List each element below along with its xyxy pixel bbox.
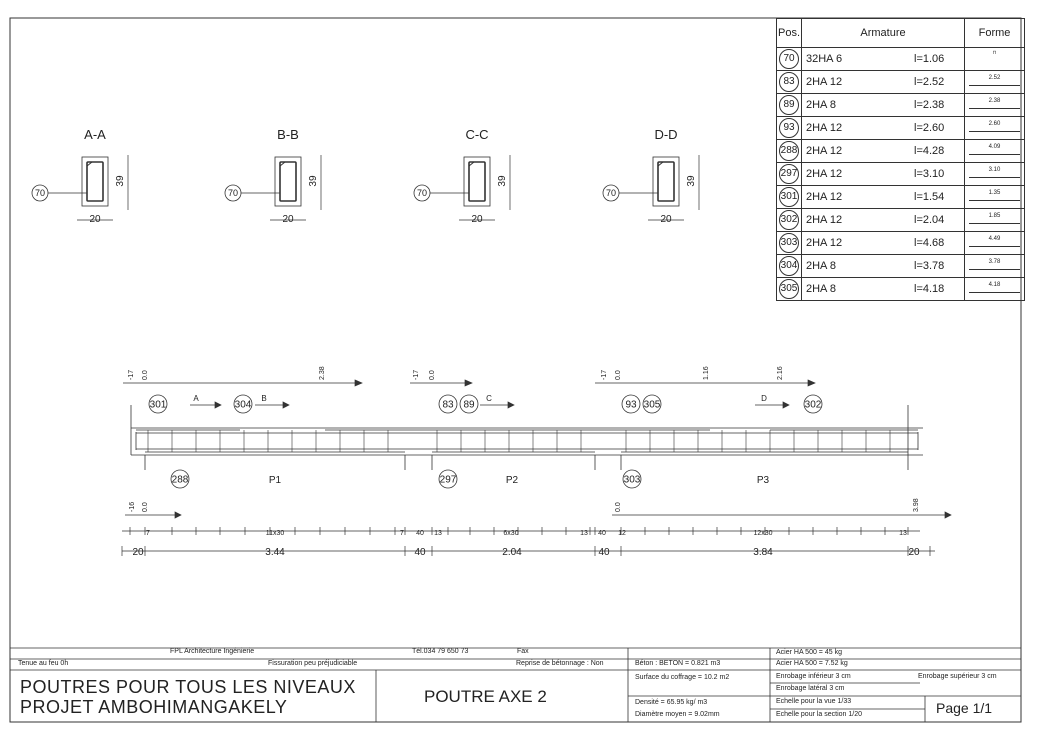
- bar-mark-label: 288: [171, 474, 189, 486]
- bar-mark-label: 304: [234, 399, 252, 411]
- drawing-title: POUTRE AXE 2: [424, 687, 547, 706]
- row-length: l=1.06: [914, 48, 965, 71]
- row-length: l=2.04: [914, 209, 965, 232]
- row-shape: [965, 140, 1025, 163]
- row-length: l=4.18: [914, 278, 965, 301]
- row-armature: 2HA 12: [802, 163, 915, 186]
- cut-label: A: [193, 394, 199, 403]
- cut-label: C: [486, 394, 492, 403]
- bar-mark-label: 301: [149, 399, 167, 411]
- row-armature: 2HA 12: [802, 71, 915, 94]
- row-pos: 301: [777, 186, 802, 209]
- cover-top: Enrobage supérieur 3 cm: [918, 673, 997, 680]
- row-length: l=3.10: [914, 163, 965, 186]
- section-title: B-B: [277, 127, 299, 142]
- row-armature: 2HA 12: [802, 140, 915, 163]
- top-dim: 2.38: [319, 366, 326, 380]
- fax: Fax: [517, 648, 529, 655]
- section-c-c: [414, 127, 510, 225]
- bottom-dim: 0.0: [615, 502, 622, 512]
- table-row: [777, 278, 1025, 301]
- stirrup-spacing: 7: [400, 530, 404, 537]
- row-armature: 32HA 6: [802, 48, 915, 71]
- table-row: [777, 117, 1025, 140]
- span-label: P2: [505, 475, 519, 486]
- bar-mark-label: 83: [442, 399, 454, 411]
- company-name: FPL Architecture Ingénierie: [170, 648, 255, 655]
- top-dim: 1.16: [703, 366, 710, 380]
- top-dim: 0.0: [429, 370, 436, 380]
- row-pos: 93: [777, 117, 802, 140]
- bar-mark-label: 303: [623, 474, 641, 486]
- section-title: C-C: [465, 127, 489, 142]
- row-shape: [965, 255, 1025, 278]
- cracking-class: Fissuration peu préjudiciable: [268, 660, 358, 667]
- row-length: l=4.28: [914, 140, 965, 163]
- stirrup-mark: 70: [605, 188, 617, 198]
- top-dim: 2.16: [777, 366, 784, 380]
- shape-length: 3.78: [988, 259, 1001, 265]
- row-shape: [965, 232, 1025, 255]
- steel-weight-2: Acier HA 500 = 7.52 kg: [776, 660, 848, 667]
- beam-elevation: [131, 405, 923, 470]
- span-dimension: 40: [414, 547, 426, 558]
- shape-length: 1.35: [988, 190, 1001, 196]
- bottom-dim: 0.0: [142, 502, 149, 512]
- row-pos: 303: [777, 232, 802, 255]
- table-row: [777, 94, 1025, 117]
- row-pos: 297: [777, 163, 802, 186]
- top-dim: 0.0: [142, 370, 149, 380]
- stirrup-spacing: 12x30: [753, 530, 773, 537]
- top-dim: -17: [128, 369, 135, 380]
- row-shape: [965, 186, 1025, 209]
- bottom-dim: -16: [129, 501, 136, 512]
- stirrup-mark: 70: [34, 188, 46, 198]
- bottom-dim: 3.98: [913, 498, 920, 512]
- shape-length: 4.49: [988, 236, 1001, 242]
- stirrup-mark: 70: [227, 188, 239, 198]
- row-length: l=3.78: [914, 255, 965, 278]
- top-dim: -17: [601, 369, 608, 380]
- row-armature: 2HA 12: [802, 117, 915, 140]
- span-dimension: 40: [598, 547, 610, 558]
- section-height: 39: [497, 175, 508, 187]
- table-row: [777, 140, 1025, 163]
- shape-length: 2.60: [988, 121, 1001, 127]
- table-row: [777, 71, 1025, 94]
- row-length: l=2.60: [914, 117, 965, 140]
- row-length: l=4.68: [914, 232, 965, 255]
- cover-side: Enrobage latéral 3 cm: [776, 685, 845, 692]
- col-header-pos: Pos.: [777, 19, 802, 48]
- section-title: A-A: [84, 127, 106, 142]
- elevation-labels: [128, 366, 920, 558]
- section-width: 20: [660, 214, 672, 225]
- section-width: 20: [89, 214, 101, 225]
- armature-table: [776, 18, 1025, 301]
- section-height: 39: [686, 175, 697, 187]
- col-header-forme: Forme: [965, 19, 1025, 48]
- stirrup-spacing: 13: [580, 530, 588, 537]
- table-row: [777, 48, 1025, 71]
- row-length: l=2.38: [914, 94, 965, 117]
- formwork-surface: Surface du coffrage = 10.2 m2: [635, 674, 730, 681]
- section-a-a: [32, 127, 128, 225]
- cut-label: D: [761, 394, 767, 403]
- row-shape: [965, 278, 1025, 301]
- table-row: [777, 209, 1025, 232]
- row-armature: 2HA 12: [802, 186, 915, 209]
- shape-length: 4.09: [988, 144, 1001, 150]
- scale-view: Echelle pour la vue 1/33: [776, 698, 852, 705]
- section-height: 39: [308, 175, 319, 187]
- row-shape: [965, 117, 1025, 140]
- stirrup-spacing: 40: [416, 530, 424, 537]
- top-dim: -17: [413, 369, 420, 380]
- project-line-1: POUTRES POUR TOUS LES NIVEAUX: [20, 677, 356, 697]
- row-shape: ⊓: [965, 48, 1025, 71]
- row-shape: [965, 209, 1025, 232]
- table-row: [777, 163, 1025, 186]
- project-line-2: PROJET AMBOHIMANGAKELY: [20, 697, 288, 717]
- span-label: P1: [268, 475, 282, 486]
- shape-length: 3.10: [988, 167, 1001, 173]
- span-dimension: 20: [132, 547, 144, 558]
- bar-mark-label: 305: [643, 399, 661, 411]
- row-pos: 305: [777, 278, 802, 301]
- shape-length: 1.85: [988, 213, 1001, 219]
- stirrup-spacing: 13: [899, 530, 907, 537]
- row-length: l=1.54: [914, 186, 965, 209]
- section-d-d: [603, 127, 699, 225]
- row-length: l=2.52: [914, 71, 965, 94]
- mean-diameter: Diamètre moyen = 9.02mm: [635, 711, 720, 718]
- bar-mark-label: 89: [463, 399, 475, 411]
- stirrup-spacing: 13: [434, 530, 442, 537]
- steel-weight-1: Acier HA 500 = 45 kg: [776, 649, 842, 656]
- concrete-volume: Béton : BETON = 0.821 m3: [635, 660, 721, 667]
- row-pos: 302: [777, 209, 802, 232]
- cover-bottom: Enrobage inférieur 3 cm: [776, 673, 851, 680]
- section-width: 20: [471, 214, 483, 225]
- telephone: Tél.034 79 650 73: [412, 648, 469, 655]
- row-armature: 2HA 12: [802, 209, 915, 232]
- page-number: Page 1/1: [936, 700, 993, 716]
- col-header-armature: Armature: [802, 19, 965, 48]
- table-row: [777, 232, 1025, 255]
- row-pos: 304: [777, 255, 802, 278]
- shape-length: 4.18: [988, 282, 1001, 288]
- row-pos: 83: [777, 71, 802, 94]
- stirrup-mark: 70: [416, 188, 428, 198]
- row-shape: [965, 94, 1025, 117]
- density: Densité = 65.95 kg/ m3: [635, 699, 708, 706]
- span-dimension: 2.04: [502, 547, 522, 558]
- section-title: D-D: [654, 127, 678, 142]
- row-shape: [965, 163, 1025, 186]
- bar-mark-label: 93: [625, 399, 637, 411]
- bar-mark-label: 297: [439, 474, 457, 486]
- shape-length: 2.38: [988, 98, 1001, 104]
- row-pos: 288: [777, 140, 802, 163]
- table-row: [777, 255, 1025, 278]
- span-dimension: 3.84: [753, 547, 773, 558]
- cut-label: B: [261, 394, 267, 403]
- row-shape: [965, 71, 1025, 94]
- cross-sections: [32, 127, 699, 225]
- top-dim: 0.0: [615, 370, 622, 380]
- span-dimension: 20: [908, 547, 920, 558]
- table-row: [777, 186, 1025, 209]
- fire-rating: Tenue au feu 0h: [18, 660, 69, 667]
- stirrup-spacing: 12: [618, 530, 626, 537]
- bar-mark-label: 302: [804, 399, 822, 411]
- concrete-joint: Reprise de bétonnage : Non: [516, 660, 604, 667]
- stirrup-spacing: 11x30: [265, 530, 285, 537]
- row-pos: 70: [777, 48, 802, 71]
- scale-section: Echelle pour la section 1/20: [776, 711, 862, 718]
- stirrup-spacing: 7: [146, 530, 150, 537]
- shape-length: 2.52: [988, 75, 1001, 81]
- row-armature: 2HA 8: [802, 94, 915, 117]
- span-dimension: 3.44: [265, 547, 285, 558]
- span-label: P3: [756, 475, 770, 486]
- section-b-b: [225, 127, 321, 225]
- section-width: 20: [282, 214, 294, 225]
- section-height: 39: [115, 175, 126, 187]
- row-armature: 2HA 12: [802, 232, 915, 255]
- row-armature: 2HA 8: [802, 278, 915, 301]
- row-armature: 2HA 8: [802, 255, 915, 278]
- stirrup-spacing: 40: [598, 530, 606, 537]
- row-pos: 89: [777, 94, 802, 117]
- stirrup-spacing: 6x30: [503, 530, 519, 537]
